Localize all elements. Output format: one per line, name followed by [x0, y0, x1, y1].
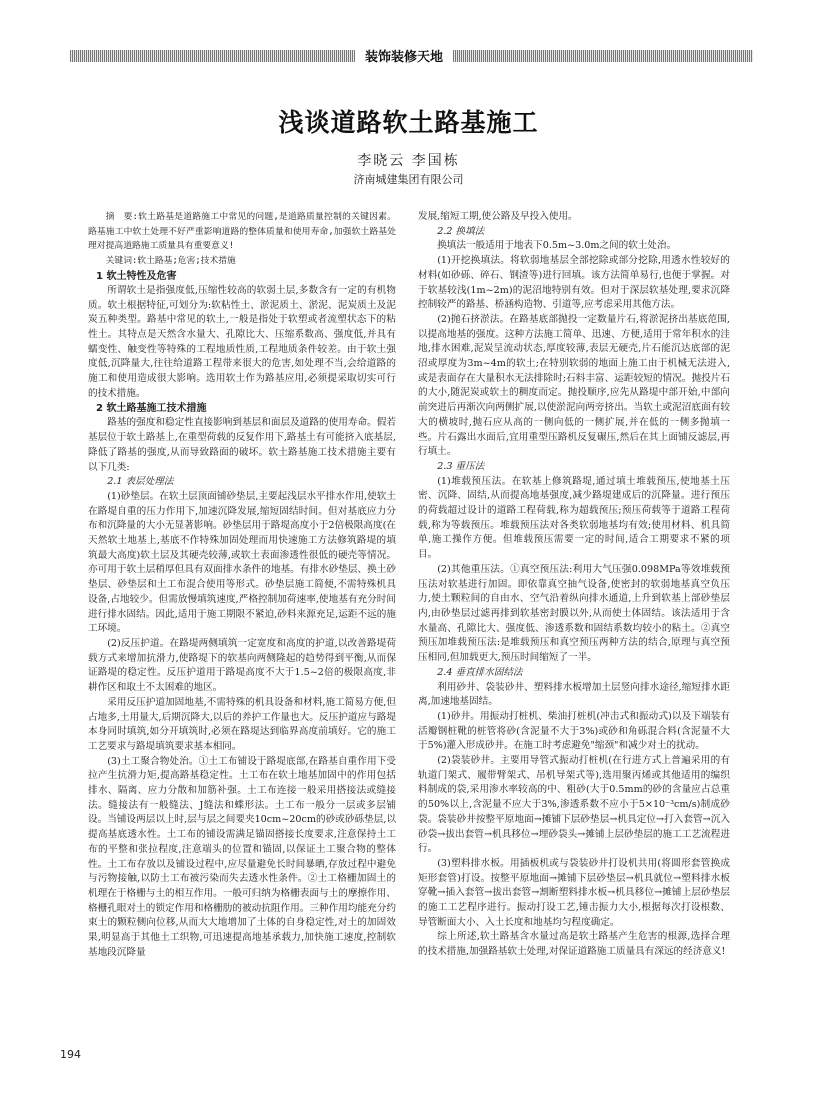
paragraph: 采用反压护道加固地基,不需特殊的机具设备和材料,施工简易方便,但占地多,土用量大,后期沉降大,以后的养护工作量也大。反压护道应与路堤本身同时填筑,如分开填筑时,必须在路堤达到临界高度前填好。它的施工工艺要求与路堤填筑要求基本相同。	[88, 696, 396, 752]
paragraph: 利用砂井、袋装砂井、塑料排水板增加土层竖向排水途径,缩短排水距离,加速地基固结。	[418, 681, 730, 708]
subsection-heading-2-2: 2.2 换填法	[437, 225, 485, 237]
article-authors: 李晓云 李国栋	[357, 153, 460, 169]
abstract: 摘 要:软土路基是道路施工中常见的问题,是道路质量控制的关键因素。路基施工中软土处理不好严重影响道路的整体质量和使用寿命,加强软土路基处理对提高道路施工质量具有重要意义!	[88, 212, 396, 252]
paragraph: (2)袋装砂井。主要用导管式振动打桩机(在行进方式上普遍采用的有轨道门架式、履带臂架式、吊机导架式等),选用聚丙烯或其他适用的编织料制成的袋,采用渗水率较高的中、粗砂(大于0.5mm的砂的含量应占总重的50%以上,含泥量不应大于3%,渗透系数不应小于5×10⁻³cm/s)制成砂袋。袋装砂井按整平原地面→摊铺下层砂垫层→机具定位→打入套管→沉入砂袋→拔出套管→机具移位→埋砂袋头→摊铺上层砂垫层的施工工艺流程进行。	[418, 755, 730, 855]
paragraph: (2)抛石挤淤法。在路基底部抛投一定数量片石,将淤泥挤出基底范围,以提高地基的强度。这种方法施工简单、迅速、方便,适用于常年积水的洼地,排水困难,泥炭呈流动状态,厚度较薄,表层无硬壳,片石能沉达底部的泥沼或厚度为3m~4m的软土;在特别软弱的地面上施工由于机械无法进入,或是表面存在大量积水无法排除时;石料丰富、运距较短的情况。抛投片石的大小,随泥炭或软土的稠度而定。抛投顺序,应先从路堤中部开始,中部向前突进后再渐次向两侧扩展,以使淤泥向两旁挤出。当软土或泥沼底面有较大的横坡时,抛石应从高的一侧向低的一侧扩展,并在低的一侧多抛填一些。片石露出水面后,宜用重型压路机反复碾压,然后在其上面铺反滤层,再行填土。	[418, 313, 730, 458]
paragraph: (1)砂垫层。在软土层顶面铺砂垫层,主要起浅层水平排水作用,使软土在路堤自重的压力作用下,加速沉降发展,缩短固结时间。但对基底应力分布和沉降量的大小无显著影响。砂垫层用于路堤高度小于2倍极限高度(在天然软土地基上,基底不作特殊加固处理而用快速施工方法修筑路堤的填筑最大高度)软土层及其硬壳较薄,或软土表面渗透性很低的硬壳等情况。亦可用于软土层稍厚但具有双面排水条件的地基。有排水砂垫层、换土砂垫层、砂垫层和土工布混合使用等形式。砂垫层施工简便,不需特殊机具设备,占地较少。但需放慢填筑速度,严格控制加荷速率,使地基有充分时间进行排水固结。因此,适用于施工期限不紧迫,砂料来源充足,运距不远的施工环境。	[88, 490, 396, 635]
subsection-heading-2-3: 2.3 重压法	[437, 460, 485, 472]
paragraph: (2)其他重压法。①真空预压法:利用大气压强0.098MPa等效堆载预压法对软基进行加固。即依靠真空抽气设备,使密封的软弱地基真空负压力,使土颗粒间的自由水、空气沿着纵向排水通道,上升到软基上部砂垫层内,由砂垫层过滤再排到软基密封膜以外,从而使土体固结。该法适用于含水量高、孔隙比大、强度低、渗透系数和固结系数均较小的粘土。②真空预压加堆载预压法:是堆载预压和真空预压两种方法的结合,原理与真空预压相同,但加载更大,预压时间缩短了一半。	[418, 563, 730, 664]
page-number: 194	[60, 1048, 81, 1061]
article-title: 浅谈道路软土路基施工	[278, 108, 539, 137]
paragraph: 综上所述,软土路基含水量过高是软土路基产生危害的根源,选择合理的技术措施,加强路基软土处理,对保证道路施工质量具有深远的经济意义!	[418, 931, 730, 958]
paragraph: 发展,缩短工期,使公路及早投入使用。	[418, 211, 578, 222]
paragraph: (1)砂井。用振动打桩机、柴油打桩机(冲击式和振动式)以及下端装有活瓣钢桩靴的桩管将砂(含泥量不大于3%)或砂和角砾混合料(含泥量不大于5%)灌入形成砂井。在施工时考虑避免"缩颈"和减少对土的扰动。	[418, 710, 730, 752]
paragraph: (2)反压护道。在路堤两侧填筑一定宽度和高度的护道,以改善路堤荷载方式来增加抗滑力,使路堤下的软基向两侧隆起的趋势得到平衡,从而保证路堤的稳定性。反压护道用于路堤高度不大于1.5~2倍的极限高度,非耕作区和取土不太困难的地区。	[88, 637, 396, 694]
right-column	[418, 210, 730, 960]
section-label: 装饰装修天地	[364, 50, 443, 65]
subsection-heading-2-1: 2.1 表层处理法	[107, 476, 174, 488]
subsection-heading-2-4: 2.4 垂直排水固结法	[437, 666, 523, 678]
paragraph: (1)堆载预压法。在软基上修筑路堤,通过填土堆载预压,使地基土压密、沉降、固结,从而提高地基强度,减少路堤建成后的沉降量。进行预压的荷载超过设计的道路工程荷载,称为超载预压;预压荷载等于道路工程荷载,称为等载预压。堆载预压法对各类软弱地基均有效;使用材料、机具简单,施工操作方便。但堆载预压需要一定的时间,适合工期要求不紧的项目。	[418, 475, 730, 561]
keywords: 关键词:软土路基;危害;技术措施	[105, 256, 236, 267]
paragraph: 路基的强度和稳定性直接影响到基层和面层及道路的使用寿命。假若基层位于软土路基上,在重型荷载的反复作用下,路基土有可能挤入底基层,降低了路基的强度,从而导致路面的破坏。软土路基施工技术措施主要有以下几类:	[88, 417, 396, 473]
paragraph: 所谓软土是指强度低,压缩性较高的软弱土层,多数含有一定的有机物质。软土根据特征,可划分为:软粘性土、淤泥质土、淤泥、泥炭质土及泥炭五种类型。路基中常见的软土,一般是指处于软塑或者流塑状态下的粘性土。其特点是天然含水量大、孔隙比大、压缩系数高、强度低,并具有蠕变性、触变性等特殊的工程地质性质,工程地质条件较差。由于软土强度低,沉降量大,往往给道路工程带来很大的危害,如处理不当,会给道路的施工和使用造成很大影响。选用软土作为路基应用,必须提采取切实可行的技术措施。	[88, 284, 396, 399]
section-heading-1: 1 软土特性及危害	[96, 270, 177, 282]
left-column	[88, 210, 396, 960]
header-rule-left	[70, 50, 355, 62]
paragraph: 换填法一般适用于地表下0.5m~3.0m之间的软土处治。	[437, 240, 677, 252]
paragraph: (1)开挖换填法。将软弱地基层全部挖除或部分挖除,用透水性较好的材料(如砂砾、碎石、钢渣等)进行回填。该方法简单易行,也便于掌握。对于软基较浅(1m~2m)的泥沼地特别有效。但对于深层软基处理,要求沉降控制较严的路基、桥涵构造物、引道等,应考虑采用其他方法。	[418, 255, 730, 311]
header-rule-right	[453, 50, 753, 62]
paragraph: (3)土工聚合物处治。①土工布铺设于路堤底部,在路基自重作用下受拉产生抗滑力矩,提高路基稳定性。土工布在软土地基加固中的作用包括排水、隔离、应力分散和加筋补强。土工布连接一般采用搭接法或缝接法。缝接法有一般缝法、J缝法和蝶形法。土工布一般分一层或多层铺设。当铺设两层以上时,层与层之间要夹10cm~20cm的砂或砂砾垫层,以提高基底透水性。土工布的铺设需满足锚固搭接长度要求,注意保持土工布的平整和张拉程度,注意端头的位置和锚固,以保证土工聚合物的整体性。土工布存放以及铺设过程中,应尽量避免长时间暴晒,存放过程中避免与污物接触,以防土工布被污染而失去透水性条件。②土工格栅加固土的机理在于格栅与土的相互作用。一般可归纳为格栅表面与土的摩擦作用、格栅孔眼对土的锁定作用和格栅肋的被动抗阻作用。三种作用均能充分约束土的颗粒侧向位移,从而大大地增加了土体的自身稳定性,对土的加固效果,明显高于其他土工织物,可迅速提高地基承载力,加快施工速度,控制软基地段沉降量	[88, 755, 396, 958]
section-heading-2: 2 软土路基施工技术措施	[96, 403, 207, 415]
article-affiliation: 济南城建集团有限公司	[353, 173, 464, 186]
paragraph: (3)塑料排水板。用插板机或与袋装砂井打设机共用(将圆形套管换成矩形套管)打设。按整平原地面→摊铺下层砂垫层→机具就位→塑料排水板穿靴→插入套管→拔出套管→割断塑料排水板→机具移位→摊铺上层砂垫层的施工工艺程序进行。振动打设工艺,锤击振力大小,根据每次打设根数、导管断面大小、入土长度和地基均匀程度确定。	[418, 857, 730, 928]
